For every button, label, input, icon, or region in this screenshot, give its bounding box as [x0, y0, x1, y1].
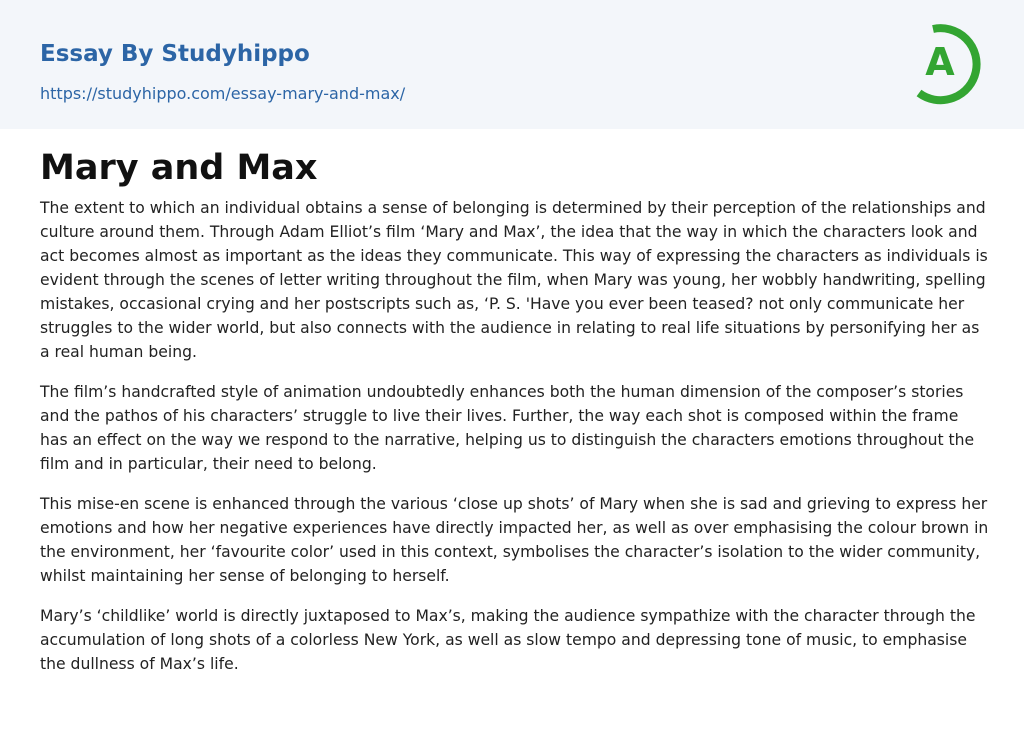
article — [40, 146, 990, 692]
paragraph: The film’s handcrafted style of animation undoubtedly enhances both the human dimension of the composer’s stories and the pathos of his characters’ struggle to live their lives. Further, the way each shot is composed within the frame has an effect on the way we respond to the narrative, helping us to distinguish the characters emotions throughout the film and in particular, their need to belong. — [40, 383, 975, 473]
studyhippo-logo-icon[interactable] — [912, 19, 986, 105]
logo-letter: A — [925, 40, 955, 84]
source-link[interactable]: https://studyhippo.com/essay-mary-and-max/ — [40, 84, 406, 103]
paragraph: This mise-en scene is enhanced through the various ‘close up shots’ of Mary when she is sad and grieving to express her emotions and how her negative experiences have directly impacted her, as well as over emphasising the colour brown in the environment, her ‘favourite color’ used in this context, symbolises the character’s isolation to the wider community, whilst maintaining her sense of belonging to herself. — [40, 495, 989, 585]
paragraph: Mary’s ‘childlike’ world is directly juxtaposed to Max’s, making the audience sympathize with the character through the accumulation of long shots of a colorless New York, as well as slow tempo and depressing tone of music, to emphasise the dullness of Max’s life. — [40, 607, 976, 673]
paragraph: The extent to which an individual obtains a sense of belonging is determined by their perception of the relationships and culture around them. Through Adam Elliot’s film ‘Mary and Max’, the idea that the way in which the characters look and act becomes almost as important as the ideas they communicate. This way of expressing the characters as individuals is evident through the scenes of letter writing throughout the film, when Mary was young, her wobbly handwriting, spelling mistakes, occasional crying and her postscripts such as, ‘P. S. 'Have you ever been teased? not only communicate her struggles to the wider world, but also connects with the audience in relating to real life situations by personifying her as a real human being. — [40, 199, 988, 361]
site-header — [0, 0, 1024, 129]
page-title: Mary and Max — [40, 148, 318, 188]
site-brand[interactable]: Essay By Studyhippo — [40, 41, 310, 67]
